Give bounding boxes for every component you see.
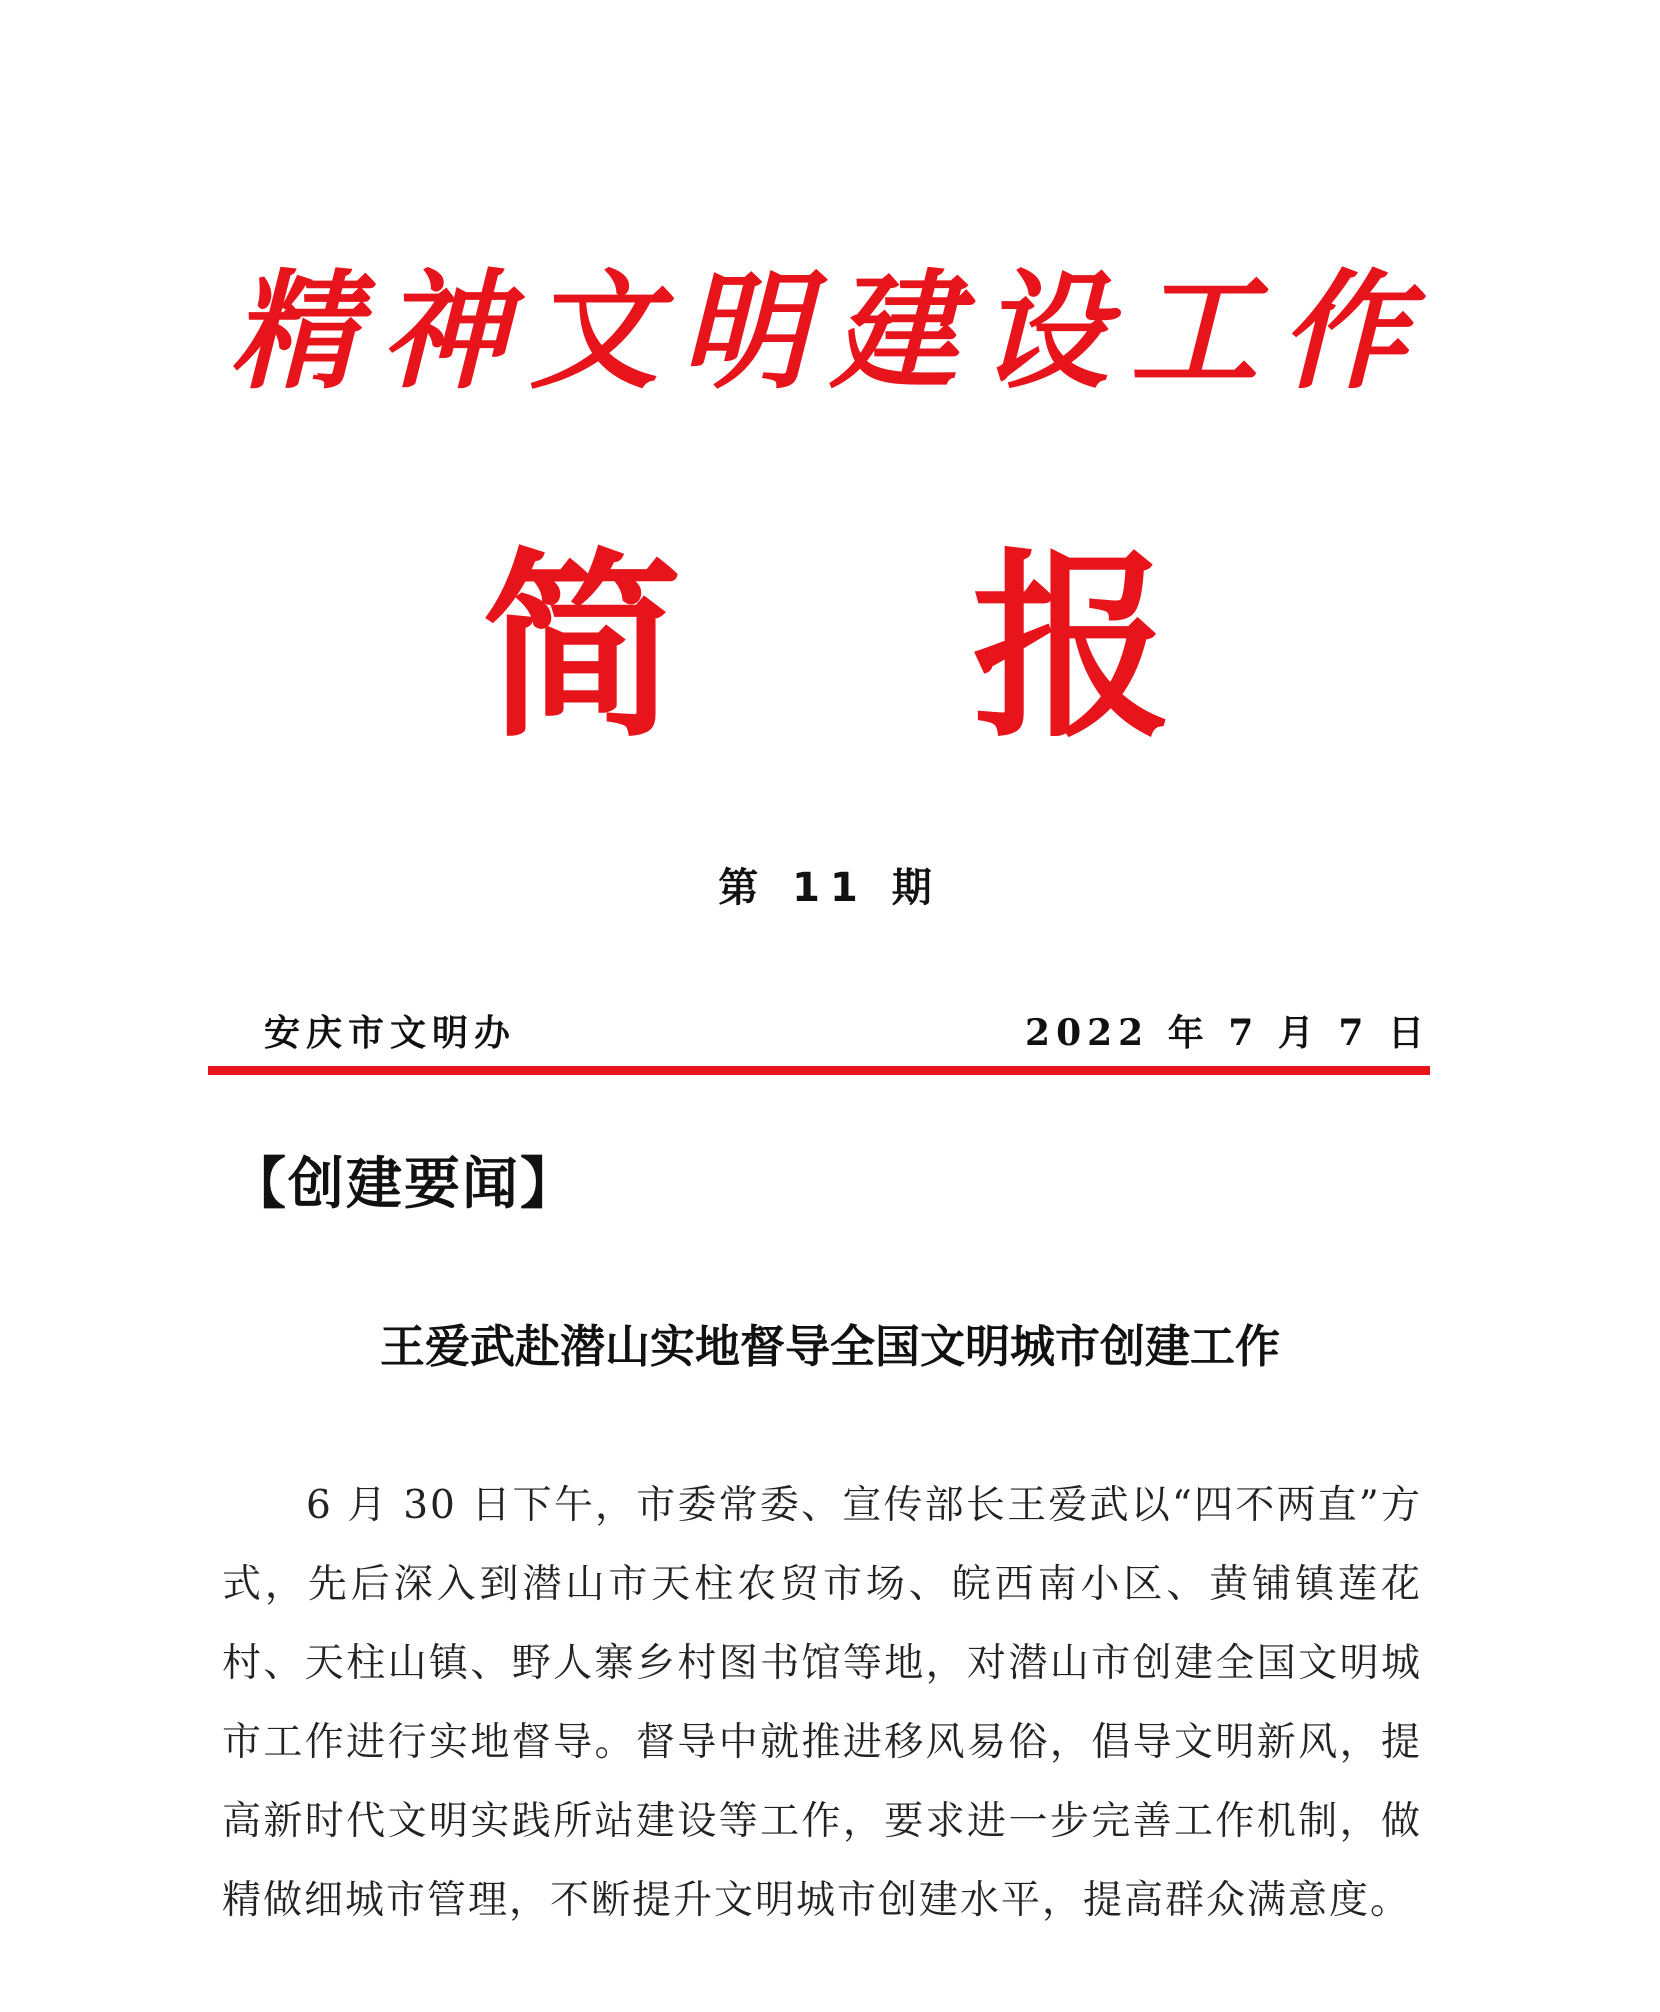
masthead-title: 精神文明建设工作 bbox=[229, 257, 1430, 407]
article-title: 王爱武赴潜山实地督导全国文明城市创建工作 bbox=[379, 1320, 1280, 1373]
red-divider bbox=[208, 1066, 1430, 1075]
issue-number: 第 11 期 bbox=[718, 865, 942, 911]
issuer: 安庆市文明办 bbox=[264, 1012, 517, 1054]
masthead-subtitle-char-2: 报 bbox=[972, 530, 1173, 765]
issue-date: 2022 年 7 月 7 日 bbox=[1025, 1012, 1430, 1054]
section-heading: 【创建要闻】 bbox=[230, 1152, 578, 1217]
article-body: 6 月 30 日下午，市委常委、宣传部长王爱武以“四不两直”方式，先后深入到潜山市天柱农贸市场、皖西南小区、黄铺镇莲花村、天柱山镇、野人寨乡村图书馆等地，对潜山市创建全国文明城市工作进行实地督导。督导中就推进移风易俗，倡导文明新风，提高新时代文明实践所站建设等工作，要求进一步完善工作机制，做精做细城市管理，不断提升文明城市创建水平，提高群众满意度。 bbox=[222, 1483, 1422, 1923]
masthead-subtitle bbox=[0, 530, 1660, 768]
masthead-subtitle-char-1: 简 bbox=[482, 530, 683, 765]
